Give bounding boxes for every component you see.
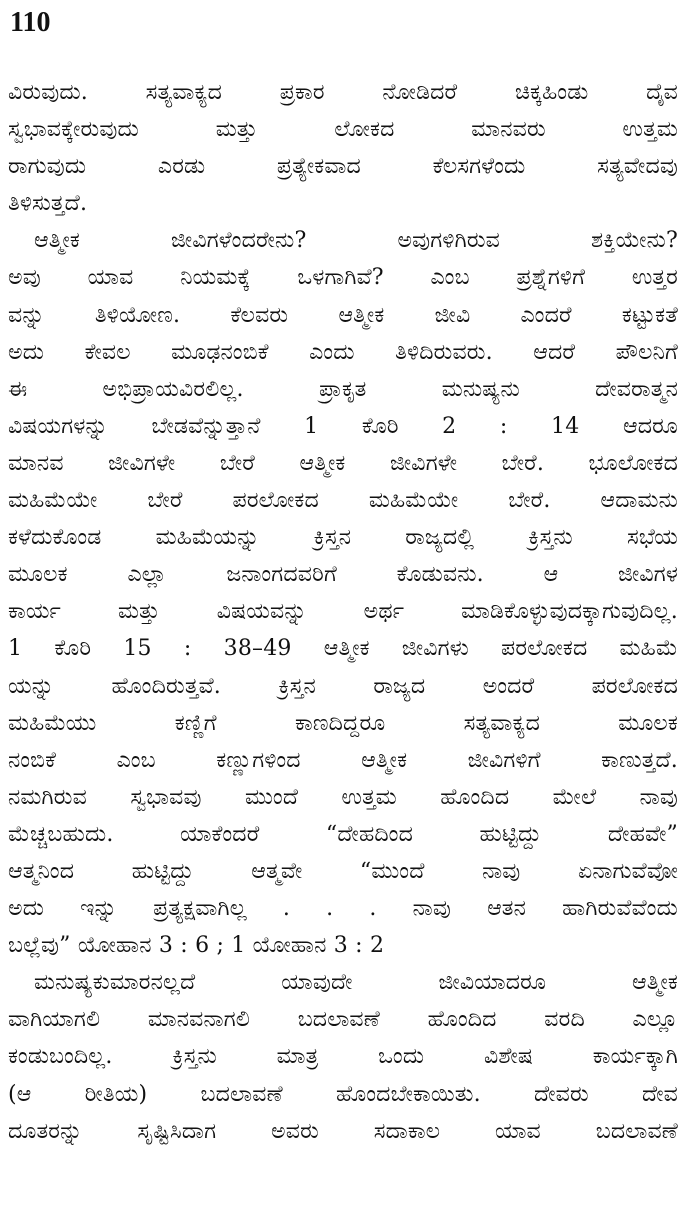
text-line: ನಮಗಿರುವ ಸ್ವಭಾವವು ಮುಂದೆ ಉತ್ತಮ ಹೊಂದಿದ ಮೇಲೆ ನಾವು [8, 784, 678, 810]
text-line: ವಿಷಯಗಳನ್ನು ಬೇಡವೆನ್ನುತ್ತಾನೆ 1 ಕೊರಿ 2 : 14 ಆದರೂ [8, 413, 678, 439]
text-line: ತಿಳಿಸುತ್ತದೆ. [8, 191, 88, 217]
text-line: ಅದು ಇನ್ನು ಪ್ರತ್ಯಕ್ಷವಾಗಿಲ್ಲ . . . ನಾವು ಆತನ ಹಾಗಿರುವೆವೆಂದು [8, 896, 678, 922]
text-line: ಕಂಡುಬಂದಿಲ್ಲ. ಕ್ರಿಸ್ತನು ಮಾತ್ರ ಒಂದು ವಿಶೇಷ ಕಾರ್ಯಕ್ಕಾಗಿ [8, 1044, 678, 1070]
text-line: ಸ್ವಭಾವಕ್ಕೇರುವುದು ಮತ್ತು ಲೋಕದ ಮಾನವರು ಉತ್ತಮ [8, 117, 678, 143]
page-number: 110 [10, 7, 51, 38]
text-line: ಮೂಲಕ ಎಲ್ಲಾ ಜನಾಂಗದವರಿಗೆ ಕೊಡುವನು. ಆ ಜೀವಿಗಳ [8, 562, 678, 588]
text-line: ಯನ್ನು ಹೊಂದಿರುತ್ತವೆ. ಕ್ರಿಸ್ತನ ರಾಜ್ಯದ ಅಂದರೆ ಪರಲೋಕದ [8, 673, 678, 699]
text-line: ಕಳೆದುಕೊಂಡ ಮಹಿಮೆಯನ್ನು ಕ್ರಿಸ್ತನ ರಾಜ್ಯದಲ್ಲಿ ಕ್ರಿಸ್ತನು ಸಭೆಯ [8, 525, 678, 551]
body-text [8, 74, 678, 1150]
text-line: ನಂಬಿಕೆ ಎಂಬ ಕಣ್ಣುಗಳಿಂದ ಆತ್ಮೀಕ ಜೀವಿಗಳಿಗೆ ಕಾಣುತ್ತದೆ. [8, 747, 678, 773]
text-line: ಅವು ಯಾವ ನಿಯಮಕ್ಕೆ ಒಳಗಾಗಿವೆ? ಎಂಬ ಪ್ರಶ್ನೆಗಳಿಗೆ ಉತ್ತರ [8, 265, 678, 291]
text-line: ರಾಗುವುದು ಎರಡು ಪ್ರತ್ಯೇಕವಾದ ಕೆಲಸಗಳೆಂದು ಸತ್ಯವೇದವು [8, 154, 678, 180]
text-line: ಕಾರ್ಯ ಮತ್ತು ವಿಷಯವನ್ನು ಅರ್ಥ ಮಾಡಿಕೊಳ್ಳುವುದಕ್ಕಾಗುವುದಿಲ್ಲ. [8, 599, 678, 625]
text-line: ವನ್ನು ತಿಳಿಯೋಣ. ಕೆಲವರು ಆತ್ಮೀಕ ಜೀವಿ ಎಂದರೆ ಕಟ್ಟುಕತೆ [8, 302, 678, 328]
text-line: ಬಲ್ಲೆವು” ಯೋಹಾನ 3 : 6 ; 1 ಯೋಹಾನ 3 : 2 [8, 933, 385, 959]
text-line: ವಿರುವುದು. ಸತ್ಯವಾಕ್ಯದ ಪ್ರಕಾರ ನೋಡಿದರೆ ಚಿಕ್ಕಹಿಂಡು ದೈವ [8, 80, 678, 105]
text-line: ಈ ಅಭಿಪ್ರಾಯವಿರಲಿಲ್ಲ. ಪ್ರಾಕೃತ ಮನುಷ್ಯನು ದೇವರಾತ್ಮನ [8, 376, 678, 402]
text-line: ಮನುಷ್ಯಕುಮಾರನಲ್ಲದೆ ಯಾವುದೇ ಜೀವಿಯಾದರೂ ಆತ್ಮೀಕ [34, 970, 678, 996]
text-line: ವಾಗಿಯಾಗಲಿ ಮಾನವನಾಗಲಿ ಬದಲಾವಣೆ ಹೊಂದಿದ ವರದಿ ಎಲ್ಲೂ [8, 1007, 678, 1033]
text-line: 1 ಕೊರಿ 15 : 38–49 ಆತ್ಮೀಕ ಜೀವಿಗಳು ಪರಲೋಕದ ಮಹಿಮೆ [8, 636, 678, 662]
text-line: ಆತ್ಮೀಕ ಜೀವಿಗಳೆಂದರೇನು? ಅವುಗಳಿಗಿರುವ ಶಕ್ತಿಯೇನು? [34, 228, 678, 254]
text-line: ಮಹಿಮೆಯು ಕಣ್ಣಿಗೆ ಕಾಣದಿದ್ದರೂ ಸತ್ಯವಾಕ್ಯದ ಮೂಲಕ [8, 710, 678, 736]
text-line: (ಆ ರೀತಿಯ) ಬದಲಾವಣೆ ಹೊಂದಬೇಕಾಯಿತು. ದೇವರು ದೇವ [8, 1081, 678, 1107]
text-line: ಮಹಿಮೆಯೇ ಬೇರೆ ಪರಲೋಕದ ಮಹಿಮೆಯೇ ಬೇರೆ. ಆದಾಮನು [8, 488, 678, 514]
text-line: ಆತ್ಮನಿಂದ ಹುಟ್ಟಿದ್ದು ಆತ್ಮವೇ “ಮುಂದೆ ನಾವು ಏನಾಗುವೆವೋ [8, 858, 678, 884]
text-line: ಮಾನವ ಜೀವಿಗಳೇ ಬೇರೆ ಆತ್ಮೀಕ ಜೀವಿಗಳೇ ಬೇರೆ. ಭೂಲೋಕದ [8, 450, 678, 476]
text-line: ಅದು ಕೇವಲ ಮೂಢನಂಬಿಕೆ ಎಂದು ತಿಳಿದಿರುವರು. ಆದರೆ ಪೌಲನಿಗೆ [8, 339, 678, 365]
text-line: ಮೆಚ್ಚಬಹುದು. ಯಾಕೆಂದರೆ “ದೇಹದಿಂದ ಹುಟ್ಟಿದ್ದು ದೇಹವೇ” [8, 821, 678, 847]
text-line: ದೂತರನ್ನು ಸೃಷ್ಟಿಸಿದಾಗ ಅವರು ಸದಾಕಾಲ ಯಾವ ಬದಲಾವಣೆ [8, 1118, 678, 1144]
